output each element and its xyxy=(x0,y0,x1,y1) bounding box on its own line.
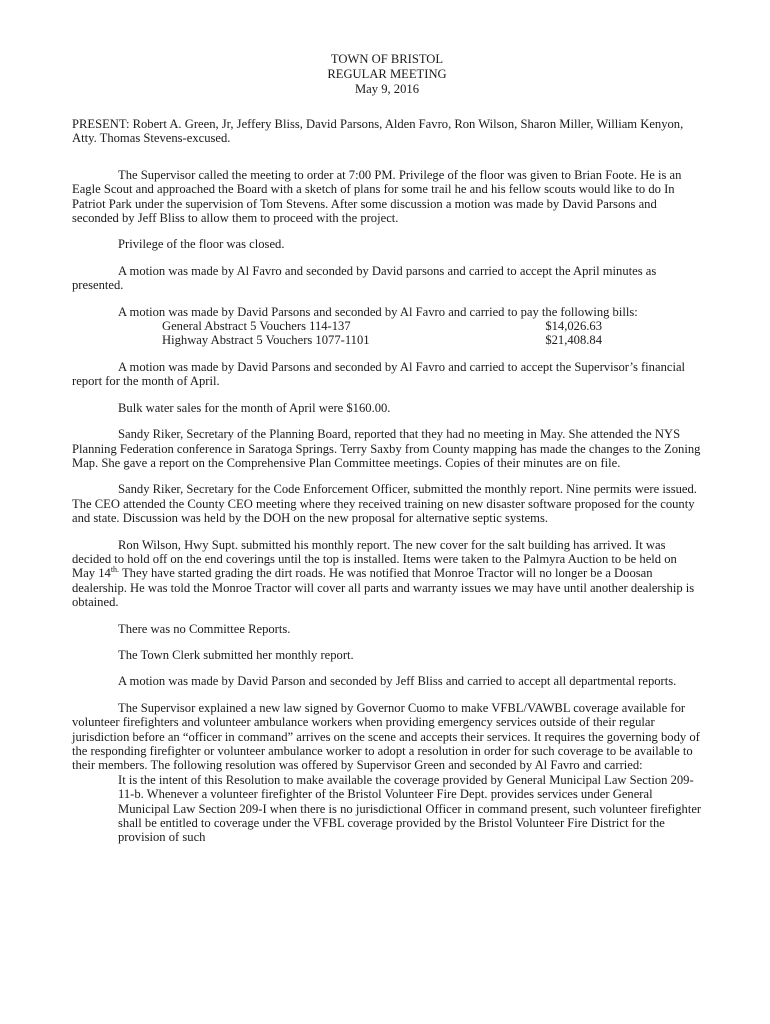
meeting-date: May 9, 2016 xyxy=(354,82,419,96)
highway-text-before: Ron Wilson, Hwy Supt. submitted his monthly report. The new cover for the salt building has arrived. It was decided to hold off on the end coverings until the top is installed. Items were taken to the Palmyra Auction to be held on May 14 xyxy=(72,537,677,581)
ordinal-suffix: th. xyxy=(110,565,120,575)
paragraph-committee-reports: There was no Committee Reports. xyxy=(118,621,291,636)
paragraph-floor-closed: Privilege of the floor was closed. xyxy=(118,237,285,252)
paragraph-planning-board: Sandy Riker, Secretary of the Planning Board, reported that they had no meeting in May. She attended the NYS Planning Federation conference in Saratoga Springs. Terry Saxby from County mapping has made the changes to the Zoning Map. She gave a report on the Comprehensive Plan Committee meetings. Copies of their minutes are on file. xyxy=(72,427,701,470)
highway-text-after: They have started grading the dirt roads. He was notified that Monroe Tractor will no longer be a Doosan dealership. He was told the Monroe Tractor will cover all parts and warranty issues we may have until another dealership is obtained. xyxy=(72,566,695,610)
document-header xyxy=(72,52,702,97)
paragraph-call-to-order: The Supervisor called the meeting to order at 7:00 PM. Privilege of the floor was given to Brian Foote. He is an Eagle Scout and approached the Board with a sketch of plans for some trail he and his fellow scouts would like to do In Patriot Park under the supervision of Tom Stevens. After some discussion a motion was made by David Parsons and seconded by Jeff Bliss to allow them to proceed with the project. xyxy=(72,167,682,226)
present-list: PRESENT: Robert A. Green, Jr, Jeffery Bliss, David Parsons, Alden Favro, Ron Wilson, Sharon Miller, William Kenyon, Atty. Thomas Stevens-excused. xyxy=(72,117,684,146)
bill-amount: $14,026.63 xyxy=(545,319,602,334)
paragraph-minutes-motion: A motion was made by Al Favro and seconded by David parsons and carried to accept the April minutes as presented. xyxy=(72,263,657,293)
paragraph-bulk-water: Bulk water sales for the month of April were $160.00. xyxy=(118,400,391,415)
town-title: TOWN OF BRISTOL xyxy=(330,52,444,66)
bill-amount: $21,408.84 xyxy=(545,333,602,348)
bill-row xyxy=(162,319,602,333)
bill-label: General Abstract 5 Vouchers 114-137 xyxy=(162,319,351,334)
bill-row xyxy=(162,333,602,347)
paragraph-bills-motion: A motion was made by David Parsons and seconded by Al Favro and carried to pay the following bills: xyxy=(118,304,638,319)
paragraph-financial-report: A motion was made by David Parsons and seconded by Al Favro and carried to accept the Supervisor’s financial report for the month of April. xyxy=(72,359,686,389)
bills-list xyxy=(162,319,602,348)
paragraph-departmental-reports: A motion was made by David Parson and seconded by Jeff Bliss and carried to accept all departmental reports. xyxy=(118,674,677,689)
meeting-title: REGULAR MEETING xyxy=(327,67,447,81)
paragraph-clerk-report: The Town Clerk submitted her monthly report. xyxy=(118,647,354,662)
paragraph-highway-report xyxy=(72,538,702,610)
bill-label: Highway Abstract 5 Vouchers 1077-1101 xyxy=(162,333,370,348)
resolution-text: It is the intent of this Resolution to make available the coverage provided by General Municipal Law Section 209-11-b. Whenever a volunteer firefighter of the Bristol Volunteer Fire Dept. provides services under General Municipal Law Section 209-I when there is no jurisdictional Officer in command present, such volunteer firefighter shall be entitled to coverage under the VFBL coverage provided by the Bristol Volunteer Fire District for the provision of such xyxy=(118,772,702,845)
paragraph-code-enforcement: Sandy Riker, Secretary for the Code Enforcement Officer, submitted the monthly report. Nine permits were issued. The CEO attended the County CEO meeting where they received training on new disaster software proposed for the county and state. Discussion was held by the DOH on the new proposal for alternative septic systems. xyxy=(72,482,697,526)
document-page xyxy=(72,52,702,845)
paragraph-vfbl-law: The Supervisor explained a new law signed by Governor Cuomo to make VFBL/VAWBL coverage available for volunteer firefighters and volunteer ambulance workers when providing emergency services outside of their regular jurisdiction before an “officer in command” arrives on the scene and accepts their services. It requires the governing body of the responding firefighter or volunteer ambulance worker to adopt a resolution in order for such coverage to be available to their members. The following resolution was offered by Supervisor Green and seconded by Al Favro and carried: xyxy=(72,700,700,773)
